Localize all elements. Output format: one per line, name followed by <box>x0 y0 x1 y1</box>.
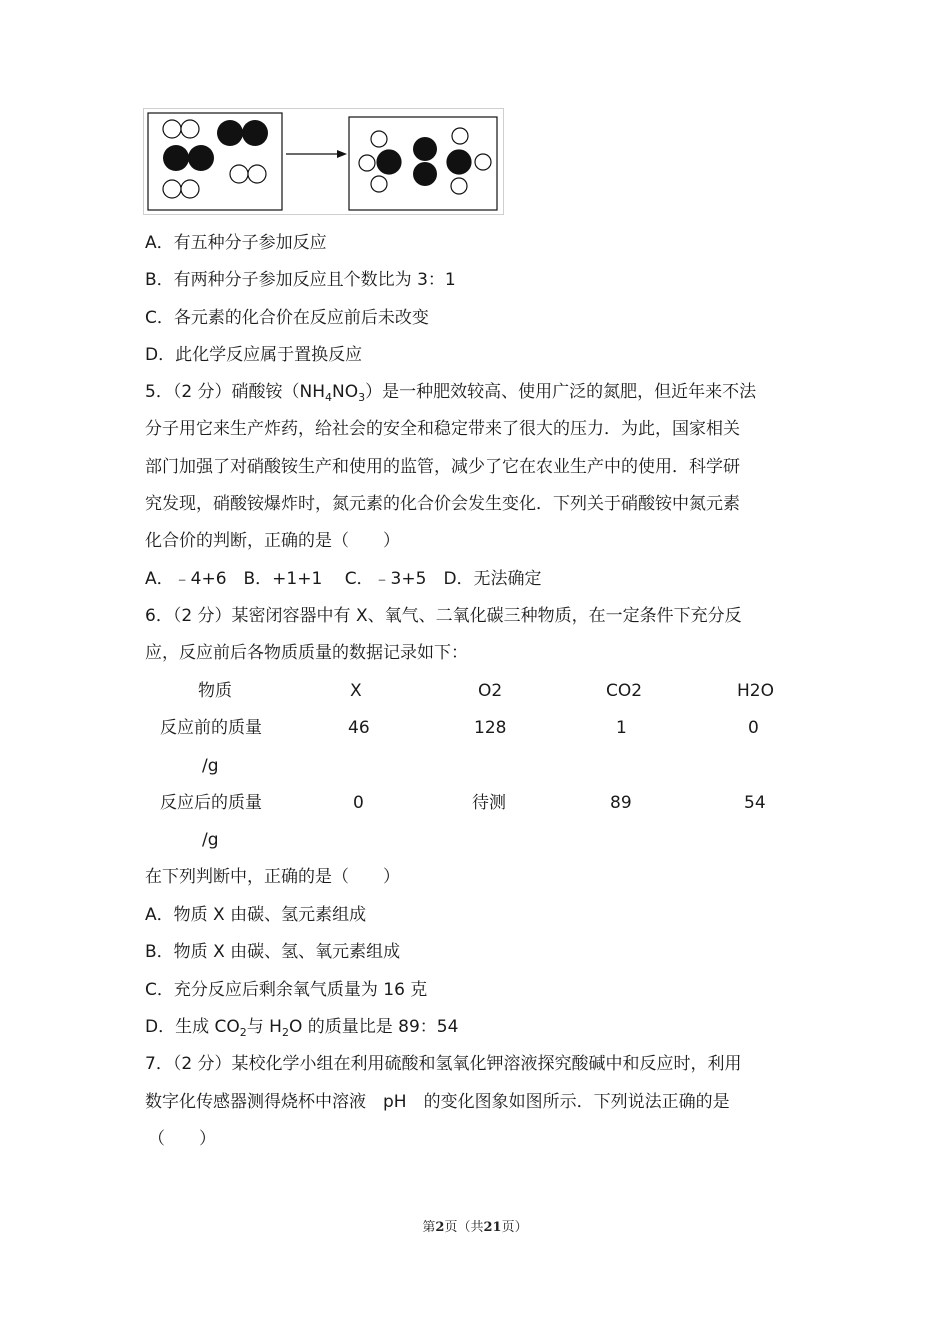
product-molecule <box>447 128 491 194</box>
table-cell: 0 <box>353 793 364 813</box>
q6-line-2: 应，反应前后各物质质量的数据记录如下： <box>145 643 468 663</box>
q5-line-2: 分子用它来生产炸药，给社会的安全和稳定带来了很大的压力．为此，国家相关 <box>145 419 740 439</box>
product-molecule <box>359 131 401 192</box>
hydrogen-molecule <box>163 180 199 198</box>
page-footer: 第2页（共21页） <box>422 1220 528 1235</box>
q4-option-b: B．有两种分子参加反应且个数比为 3：1 <box>145 270 456 290</box>
q6-option-d: D．生成 $CO_2$与 $H_2O$ 的质量比是 89：54 <box>145 1017 459 1039</box>
q7-line-2: 数字化传感器测得烧杯中溶液 pH 的变化图象如图所示．下列说法正确的是 <box>145 1092 730 1112</box>
q5-line-1: 5．（2 分）硝酸铵$(NH_4NO_3)$是一种肥效较高、使用广泛的氮肥，但近年来不法 <box>145 382 757 404</box>
table-cell: 46 <box>348 718 370 738</box>
dark-molecule-product <box>413 137 437 186</box>
reaction-diagram <box>143 108 505 216</box>
reaction-arrow <box>286 150 347 158</box>
q5-options: A．﹣4+6 B．+1+1 C．﹣3+5 D．无法确定 <box>145 569 542 589</box>
table-cell: 0 <box>748 718 759 738</box>
dark-molecule <box>163 145 214 171</box>
q5-line-4: 究发现，硝酸铵爆炸时，氮元素的化合价会发生变化．下列关于硝酸铵中氮元素 <box>145 494 740 514</box>
q7-line-1: 7．（2 分）某校化学小组在利用硫酸和氢氧化钾溶液探究酸碱中和反应时，利用 <box>145 1054 742 1074</box>
dark-molecule <box>217 120 268 146</box>
q7-line-3: （ ） <box>148 1129 216 1149</box>
q4-option-a: A．有五种分子参加反应 <box>145 233 327 253</box>
table-cell: 1 <box>616 718 627 738</box>
q5-line-5: 化合价的判断，正确的是（ ） <box>145 531 400 551</box>
table-header-x: X <box>350 681 362 701</box>
table-cell: 128 <box>474 718 507 738</box>
q6-option-b: B．物质 X 由碳、氢、氧元素组成 <box>145 942 401 962</box>
table-cell: 待测 <box>472 793 506 813</box>
hydrogen-molecule <box>230 165 266 183</box>
q4-option-c: C．各元素的化合价在反应前后未改变 <box>145 308 429 328</box>
q5-line-3: 部门加强了对硝酸铵生产和使用的监管，减少了它在农业生产中的使用．科学研 <box>145 457 740 477</box>
table-header-substance: 物质 <box>198 681 232 701</box>
table-row2-unit: /g <box>202 830 219 850</box>
q4-option-d: D．此化学反应属于置换反应 <box>145 345 363 365</box>
q6-line-1: 6．（2 分）某密闭容器中有 X、氧气、二氧化碳三种物质，在一定条件下充分反 <box>145 606 742 626</box>
table-row2-label: 反应后的质量 <box>160 793 262 813</box>
table-row1-unit: /g <box>202 756 219 776</box>
q6-question: 在下列判断中，正确的是（ ） <box>145 867 400 887</box>
table-header-h2o: H2O <box>737 681 774 701</box>
q6-option-c: C．充分反应后剩余氧气质量为 16 克 <box>145 980 428 1000</box>
table-header-co2: CO2 <box>606 681 643 701</box>
hydrogen-molecule <box>163 120 199 138</box>
table-header-o2: O2 <box>478 681 503 701</box>
table-cell: 54 <box>744 793 766 813</box>
table-row1-label: 反应前的质量 <box>160 718 262 738</box>
table-cell: 89 <box>610 793 632 813</box>
q6-option-a: A．物质 X 由碳、氢元素组成 <box>145 905 367 925</box>
